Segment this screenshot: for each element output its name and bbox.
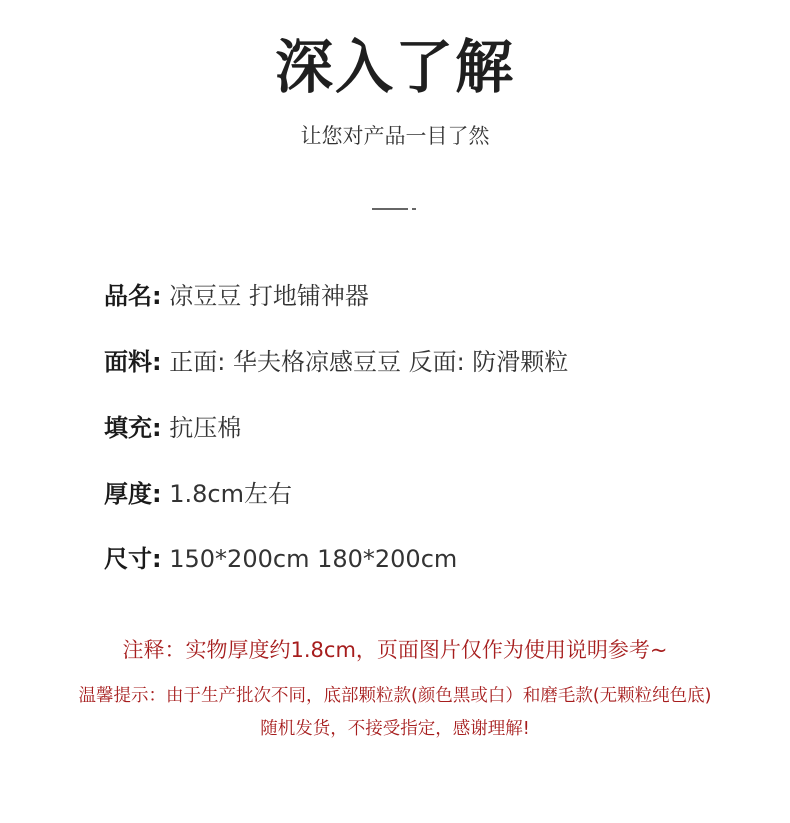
page-subtitle: 让您对产品一目了然 — [300, 124, 490, 148]
warm-tips-line-1: 温馨提示：由于生产批次不同，底部颗粒款(颜色黑或白）和磨毛款(无颗粒纯色底) — [78, 686, 712, 706]
section-divider — [372, 208, 408, 210]
section-divider-dot — [412, 208, 416, 210]
spec-row-size — [104, 547, 457, 571]
spec-value: 1.8cm左右 — [169, 480, 292, 508]
warm-tips-line-2: 随机发货，不接受指定，感谢理解! — [260, 718, 530, 739]
warm-tips — [0, 688, 790, 738]
spec-value: 凉豆豆 打地铺神器 — [169, 282, 369, 310]
spec-value: 抗压棉 — [169, 414, 242, 442]
spec-row-filling — [104, 416, 241, 440]
spec-label: 面料: — [104, 348, 162, 376]
spec-row-thickness — [104, 482, 292, 506]
spec-label: 品名: — [104, 282, 162, 310]
page-title: 深入了解 — [274, 33, 515, 101]
spec-label: 厚度: — [104, 480, 162, 508]
spec-label: 尺寸: — [104, 545, 162, 573]
thickness-note: 注释：实物厚度约1.8cm，页面图片仅作为使用说明参考~ — [122, 638, 668, 662]
spec-row-fabric — [104, 350, 568, 374]
spec-value: 150*200cm 180*200cm — [169, 545, 458, 573]
spec-label: 填充: — [104, 414, 162, 442]
spec-value: 正面: 华夫格凉感豆豆 反面: 防滑颗粒 — [169, 348, 569, 376]
spec-row-name — [104, 284, 369, 308]
